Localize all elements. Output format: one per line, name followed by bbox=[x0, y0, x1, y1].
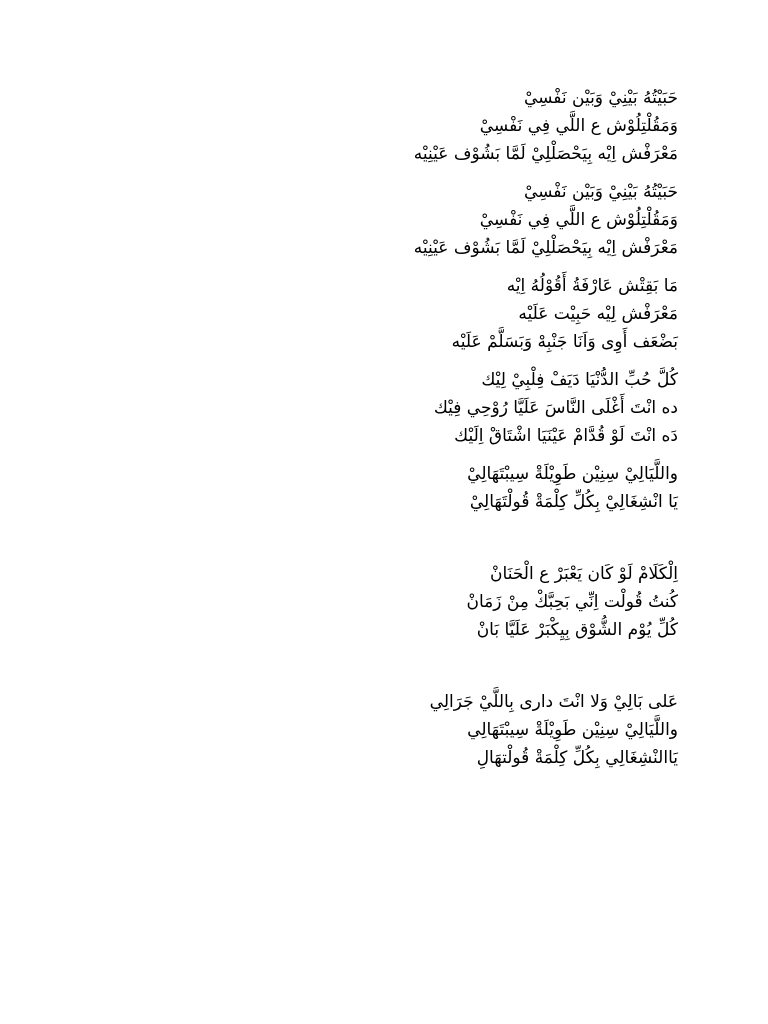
stanza-4 bbox=[318, 366, 678, 450]
poem-line: وَمَقُلْتِلُوْش ع اللَّي فِي نَفْسِيْ bbox=[479, 116, 678, 136]
stanza-7 bbox=[318, 688, 678, 772]
poem-line: كُنتُ قُولْت اِنِّي بَحِبَّكْ مِنْ زَمَانْ bbox=[466, 592, 678, 612]
poem-line: واللَّيَالِيْ سِنِيْن طَوِيْلَةْ سِيبْتَهَالِيْ bbox=[467, 464, 678, 484]
poem-line: كُلَّ حُبِّ الدُّنْيَا دَيَفْ فِلْبِيْ لِيْك bbox=[481, 370, 678, 390]
poem-line: اِلْكَلَامْ لَوْ كَان يَعْبَرْ ع الْحَنَانْ bbox=[490, 564, 678, 584]
stanza-1 bbox=[318, 84, 678, 168]
stanza-5 bbox=[318, 460, 678, 516]
stanza-2 bbox=[318, 178, 678, 262]
poem-line: كُلِّ يُوْم الشُّوْق بِيِكْبَرْ عَلَيَّا بَانْ bbox=[476, 620, 678, 640]
poem-line: حَبَيْتُهُ بَيْنِيْ وَبَيْن نَفْسِيْ bbox=[523, 182, 678, 202]
poem-line: يَا انْشِغَالِيْ بِكُلِّ كِلْمَةْ قُولْتَهَالِيْ bbox=[469, 492, 678, 512]
poem-line: عَلى بَالِيْ وَلا انْتَ دارى بِاللَّيْ جَرَالِي bbox=[429, 692, 678, 712]
poem-text bbox=[318, 84, 678, 772]
stanza-6 bbox=[318, 560, 678, 644]
poem-line: وَمَقُلْتِلُوْش ع اللَّي فِي نَفْسِيْ bbox=[479, 210, 678, 230]
poem-line: مَعْرَفْش لِيْه حَبِيْت عَلَيْه bbox=[518, 304, 678, 324]
poem-line: ده انْتَ أَغْلَى النَّاسَ عَلَيَّا رُوْحِي فِيْك bbox=[433, 398, 678, 418]
stanza-3 bbox=[318, 272, 678, 356]
poem-line: بَضْعَف أَوِى وَاَنَا جَنْبِهْ وَبَسَلَّمْ عَلَيْه bbox=[451, 332, 678, 352]
poem-line: مَعْرَفْش اِيْه بِيَحْصَلْلِيْ لَمَّا بَشُوْف عَيْنِيْه bbox=[413, 144, 678, 164]
poem-line: دَه انْتَ لَوْ قُدَّامْ عَيْنَيَا اشْتَاقْ اِلَيْك bbox=[454, 426, 678, 446]
poem-line: واللَّيَالِيْ سِنِيْن طَوِيْلَةْ سِيبْتَهَالِي bbox=[467, 720, 678, 740]
poem-line: حَبَيْتُهُ بَيْنِيْ وَبَيْن نَفْسِيْ bbox=[523, 88, 678, 108]
poem-line: يَاالنْشِغَالِي بِكُلِّ كِلْمَةْ قُولْتهَالِ bbox=[476, 748, 678, 768]
poem-line: مَعْرَفْش اِيْه بِيَحْصَلْلِيْ لَمَّا بَشُوْف عَيْنِيْه bbox=[413, 238, 678, 258]
poem-line: مَا بَقِتْش عَارْفَةُ أَقُوْلُهُ اِيْه bbox=[506, 276, 678, 296]
